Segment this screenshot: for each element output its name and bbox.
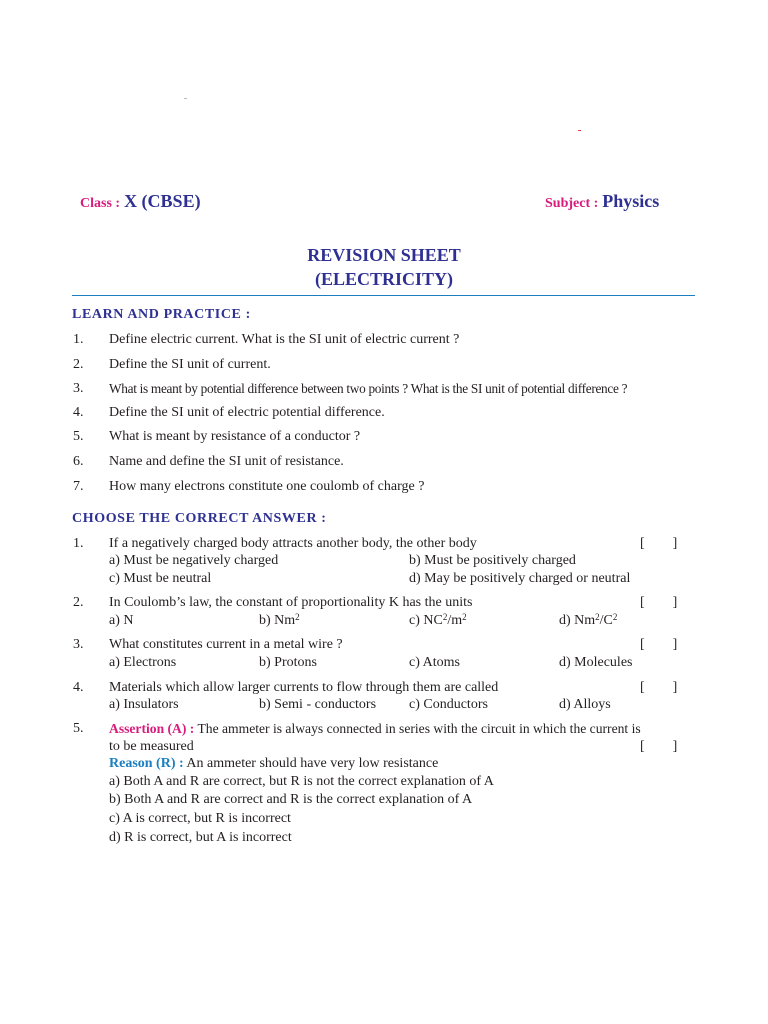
learn-heading: LEARN AND PRACTICE :	[72, 307, 251, 322]
learn-item-text: What is meant by resistance of a conductor ?	[109, 429, 361, 444]
class-value: X (CBSE)	[124, 191, 201, 211]
learn-item-text: What is meant by potential difference between two points ? What is the SI unit of potential difference ?	[109, 381, 628, 396]
question-number: 3.	[73, 637, 84, 652]
option-a: a) Insulators	[109, 697, 179, 712]
question-text: In Coulomb’s law, the constant of proportionality K has the units	[109, 595, 473, 610]
answer-bracket[interactable]: [ ]	[640, 637, 678, 652]
question-text: If a negatively charged body attracts another body, the other body	[109, 536, 477, 551]
learn-item-number: 5.	[73, 429, 84, 444]
learn-item-text: Define electric current. What is the SI unit of electric current ?	[109, 332, 460, 347]
question-number: 2.	[73, 595, 84, 610]
option-b: b) Semi - conductors	[259, 697, 377, 712]
reason-text: An ammeter should have very low resistance	[183, 756, 439, 771]
question-text: What constitutes current in a metal wire ?	[109, 637, 343, 652]
learn-item-number: 7.	[73, 479, 84, 494]
learn-item-text: Name and define the SI unit of resistance.	[109, 454, 344, 469]
option-c: c) $NC^2/m^2$	[409, 612, 467, 628]
sheet-subtitle: (ELECTRICITY)	[314, 269, 454, 289]
subject-info	[545, 191, 659, 212]
subject-label: Subject :	[545, 196, 599, 211]
option-d: d) Molecules	[559, 655, 633, 670]
option-a: a) Must be negatively charged	[109, 553, 279, 568]
title-divider	[72, 295, 695, 296]
option-c: c) Must be neutral	[109, 571, 212, 586]
option-a: a) N	[109, 613, 134, 628]
option-c: c) Conductors	[409, 697, 488, 712]
learn-item-text: Define the SI unit of current.	[109, 357, 271, 372]
learn-item-number: 1.	[73, 332, 84, 347]
reason-label: Reason (R) :	[109, 756, 184, 771]
class-info	[80, 191, 201, 212]
answer-bracket[interactable]: [ ]	[640, 739, 678, 754]
learn-item-text: How many electrons constitute one coulomb of charge ?	[109, 479, 425, 494]
answer-bracket[interactable]: [ ]	[640, 680, 678, 695]
stray-mark	[578, 130, 581, 131]
assertion-line	[109, 721, 641, 737]
option-c: c) A is correct, but R is incorrect	[109, 811, 291, 826]
choose-heading: CHOOSE THE CORRECT ANSWER :	[72, 511, 327, 526]
question-number: 4.	[73, 680, 84, 695]
learn-item-number: 3.	[73, 381, 84, 396]
assertion-label: Assertion (A) :	[109, 721, 195, 736]
answer-bracket[interactable]: [ ]	[640, 536, 678, 551]
option-b: b) Both A and R are correct and R is the correct explanation of A	[109, 792, 473, 807]
option-a: a) Electrons	[109, 655, 177, 670]
learn-item-text: Define the SI unit of electric potential difference.	[109, 405, 385, 420]
learn-item-number: 4.	[73, 405, 84, 420]
subject-value: Physics	[602, 191, 660, 211]
class-label: Class :	[80, 196, 121, 211]
answer-bracket[interactable]: [ ]	[640, 595, 678, 610]
option-d: d) May be positively charged or neutral	[409, 571, 631, 586]
question-number: 1.	[73, 536, 84, 551]
assertion-text: The ammeter is always connected in series with the circuit in which the current is	[194, 721, 641, 736]
option-c: c) Atoms	[409, 655, 460, 670]
option-d: d) $Nm^2/C^2$	[559, 612, 618, 628]
question-text: Materials which allow larger currents to flow through them are called	[109, 680, 499, 695]
option-b: b) Nm$^2$	[259, 612, 300, 628]
assertion-continuation: to be measured	[109, 739, 194, 754]
option-b: b) Must be positively charged	[409, 553, 576, 568]
option-b: b) Protons	[259, 655, 317, 670]
sheet-title: REVISION SHEET	[307, 245, 461, 265]
learn-item-number: 2.	[73, 357, 84, 372]
option-a: a) Both A and R are correct, but R is not the correct explanation of A	[109, 774, 494, 789]
reason-line	[109, 756, 438, 772]
stray-mark	[184, 98, 187, 99]
option-d: d) Alloys	[559, 697, 611, 712]
option-d: d) R is correct, but A is incorrect	[109, 830, 292, 845]
question-number: 5.	[73, 721, 84, 736]
learn-item-number: 6.	[73, 454, 84, 469]
